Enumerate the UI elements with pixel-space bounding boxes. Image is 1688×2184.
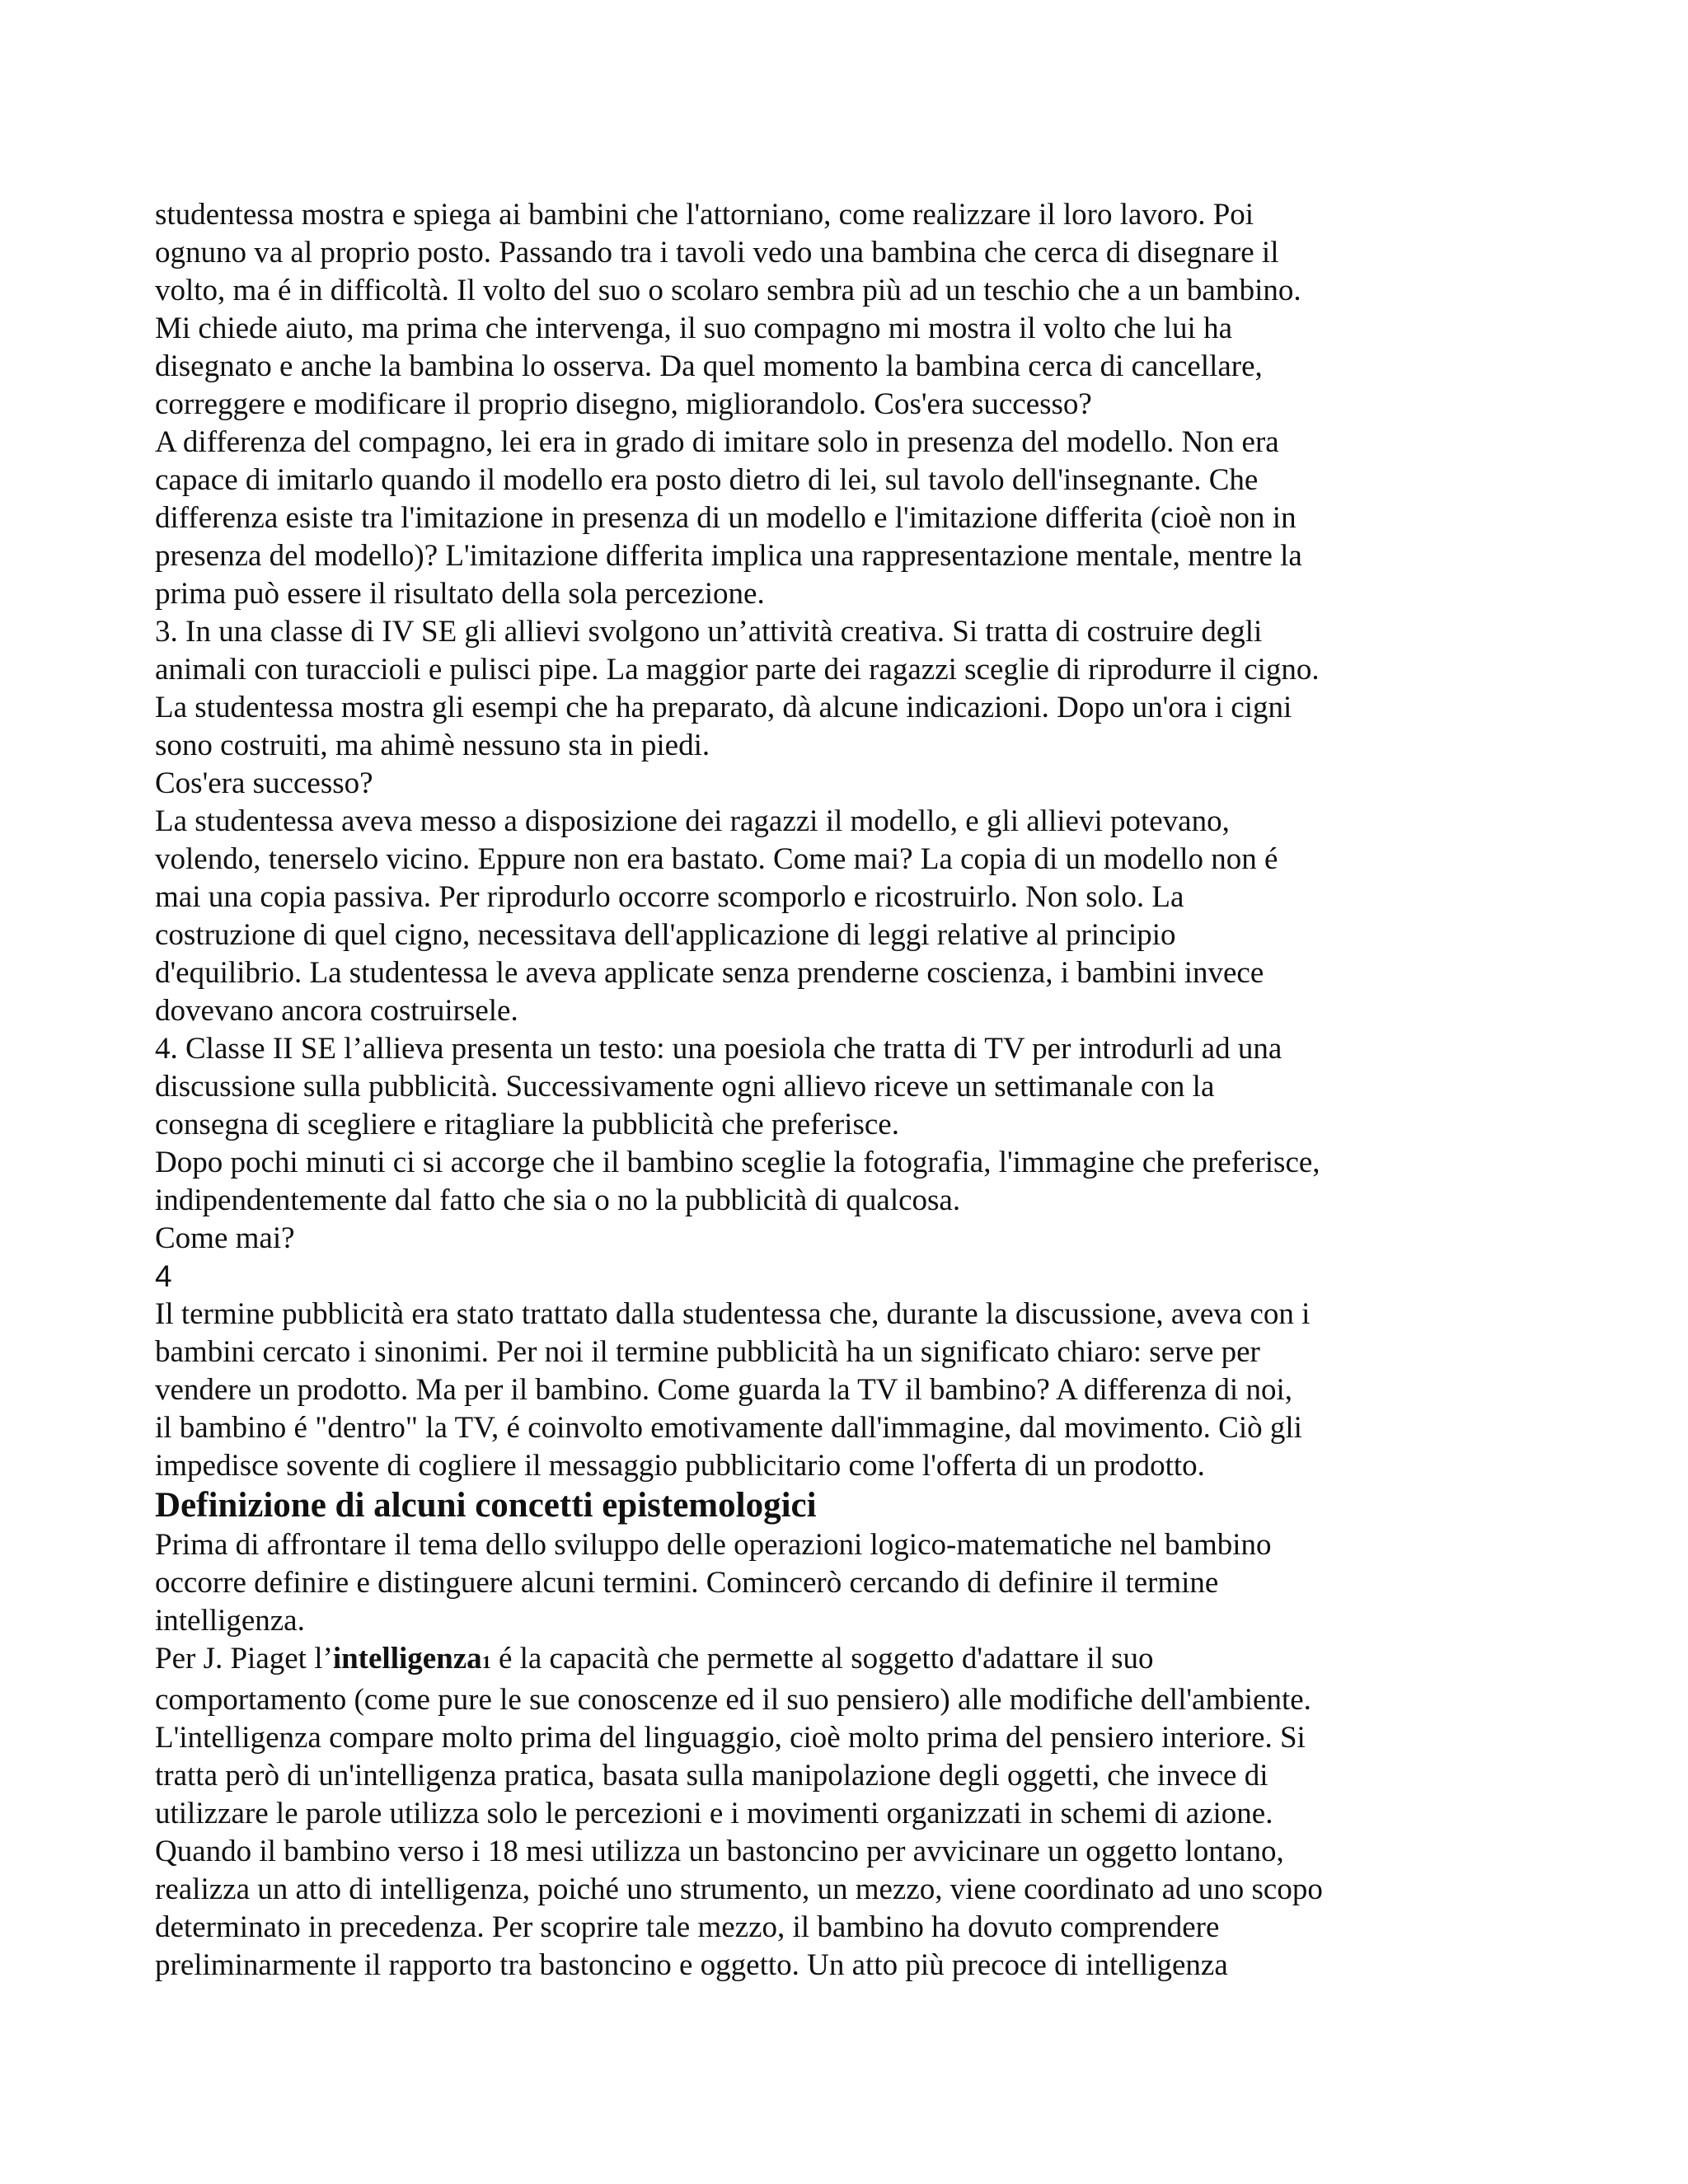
text-line: sono costruiti, ma ahimè nessuno sta in piedi. bbox=[155, 729, 710, 762]
text-line: Il termine pubblicità era stato trattato dalla studentessa che, durante la discussione, aveva con i bbox=[155, 1297, 1311, 1331]
text-line: comportamento (come pure le sue conoscenze ed il suo pensiero) alle modifiche dell'ambiente. bbox=[155, 1683, 1311, 1717]
text-line: consegna di scegliere e ritagliare la pubblicità che preferisce. bbox=[155, 1108, 899, 1141]
text-line: studentessa mostra e spiega ai bambini che l'attorniano, come realizzare il loro lavoro. Poi bbox=[155, 198, 1254, 232]
intelligenza-term: intelligenza bbox=[332, 1642, 482, 1675]
text-line: costruzione di quel cigno, necessitava dell'applicazione di leggi relative al principio bbox=[155, 918, 1176, 952]
text-line: tratta però di un'intelligenza pratica, basata sulla manipolazione degli oggetti, che invece di bbox=[155, 1759, 1268, 1793]
text-line: Mi chiede aiuto, ma prima che intervenga, il suo compagno mi mostra il volto che lui ha bbox=[155, 312, 1232, 345]
text-line: volendo, tenerselo vicino. Eppure non era bastato. Come mai? La copia di un modello non é bbox=[155, 842, 1278, 876]
piaget-suffix: é la capacità che permette al soggetto d'adattare il suo bbox=[490, 1642, 1154, 1675]
piaget-prefix: Per J. Piaget l’ bbox=[155, 1642, 333, 1675]
text-line: 4. Classe II SE l’allieva presenta un testo: una poesiola che tratta di TV per introdurli ad una bbox=[155, 1032, 1282, 1066]
text-line: correggere e modificare il proprio disegno, migliorandolo. Cos'era successo? bbox=[155, 387, 1092, 421]
page-number: 4 bbox=[155, 1259, 172, 1293]
text-line: il bambino é "dentro" la TV, é coinvolto emotivamente dall'immagine, dal movimento. Ciò gli bbox=[155, 1411, 1302, 1445]
paragraph-block-tv-explanation bbox=[155, 1296, 1441, 1485]
text-line: Prima di affrontare il tema dello sviluppo delle operazioni logico-matematiche nel bambino bbox=[155, 1528, 1272, 1562]
text-line: prima può essere il risultato della sola percezione. bbox=[155, 577, 765, 611]
text-line: L'intelligenza compare molto prima del linguaggio, cioè molto prima del pensiero interiore. Si bbox=[155, 1721, 1306, 1755]
text-line: presenza del modello)? L'imitazione differita implica una rappresentazione mentale, mentre la bbox=[155, 539, 1302, 573]
text-line: intelligenza. bbox=[155, 1604, 305, 1638]
text-line: preliminarmente il rapporto tra bastoncino e oggetto. Un atto più precoce di intelligenza bbox=[155, 1948, 1228, 1982]
text-line: dovevano ancora costruirsele. bbox=[155, 994, 518, 1028]
text-line: vendere un prodotto. Ma per il bambino. Come guarda la TV il bambino? A differenza di noi, bbox=[155, 1373, 1292, 1407]
text-line: differenza esiste tra l'imitazione in presenza di un modello e l'imitazione differita (cioè non in bbox=[155, 501, 1296, 535]
text-line: Quando il bambino verso i 18 mesi utilizza un bastoncino per avvicinare un oggetto lontano, bbox=[155, 1835, 1284, 1868]
text-line: bambini cercato i sinonimi. Per noi il termine pubblicità ha un significato chiaro: serve per bbox=[155, 1335, 1260, 1369]
footnote-marker: 1 bbox=[481, 1652, 491, 1672]
text-line: 3. In una classe di IV SE gli allievi svolgono un’attività creativa. Si tratta di costruire degli bbox=[155, 615, 1263, 649]
text-line: volto, ma é in difficoltà. Il volto del suo o scolaro sembra più ad un teschio che a un bambino. bbox=[155, 274, 1301, 307]
text-line: Cos'era successo? bbox=[155, 766, 373, 800]
text-line: impedisce sovente di cogliere il messaggio pubblicitario come l'offerta di un prodotto. bbox=[155, 1449, 1205, 1483]
text-line: Come mai? bbox=[155, 1221, 295, 1255]
text-line: determinato in precedenza. Per scoprire tale mezzo, il bambino ha dovuto comprendere bbox=[155, 1910, 1220, 1944]
text-line: occorre definire e distinguere alcuni termini. Comincerò cercando di definire il termine bbox=[155, 1566, 1219, 1600]
text-line: La studentessa aveva messo a disposizione dei ragazzi il modello, e gli allievi potevano, bbox=[155, 804, 1230, 838]
text-line: capace di imitarlo quando il modello era posto dietro di lei, sul tavolo dell'insegnante. Che bbox=[155, 463, 1259, 497]
text-line: disegnato e anche la bambina lo osserva. Da quel momento la bambina cerca di cancellare, bbox=[155, 349, 1263, 383]
text-line: A differenza del compagno, lei era in grado di imitare solo in presenza del modello. Non era bbox=[155, 425, 1279, 459]
text-line: d'equilibrio. La studentessa le aveva applicate senza prenderne coscienza, i bambini invece bbox=[155, 956, 1264, 990]
paragraph-block-examples bbox=[155, 196, 1441, 1258]
text-line: discussione sulla pubblicità. Successivamente ogni allievo riceve un settimanale con la bbox=[155, 1070, 1215, 1104]
text-line: indipendentemente dal fatto che sia o no la pubblicità di qualcosa. bbox=[155, 1183, 961, 1217]
text-line: realizza un atto di intelligenza, poiché uno strumento, un mezzo, viene coordinato ad uno scopo bbox=[155, 1872, 1323, 1906]
text-line: mai una copia passiva. Per riprodurlo occorre scomporlo e ricostruirlo. Non solo. La bbox=[155, 880, 1184, 914]
piaget-definition-line bbox=[155, 1640, 1441, 1681]
text-line: animali con turaccioli e pulisci pipe. La maggior parte dei ragazzi sceglie di riprodurre il cigno. bbox=[155, 653, 1320, 687]
text-line: Dopo pochi minuti ci si accorge che il bambino sceglie la fotografia, l'immagine che preferisce, bbox=[155, 1146, 1320, 1179]
document-page bbox=[155, 196, 1441, 1985]
paragraph-block-intelligence bbox=[155, 1681, 1441, 1985]
text-line: La studentessa mostra gli esempi che ha preparato, dà alcune indicazioni. Dopo un'ora i cigni bbox=[155, 691, 1292, 724]
section-heading: Definizione di alcuni concetti epistemologici bbox=[155, 1486, 817, 1525]
paragraph-block-intro bbox=[155, 1526, 1441, 1640]
text-line: utilizzare le parole utilizza solo le percezioni e i movimenti organizzati in schemi di azione. bbox=[155, 1797, 1273, 1830]
text-line: ognuno va al proprio posto. Passando tra i tavoli vedo una bambina che cerca di disegnare il bbox=[155, 236, 1279, 269]
